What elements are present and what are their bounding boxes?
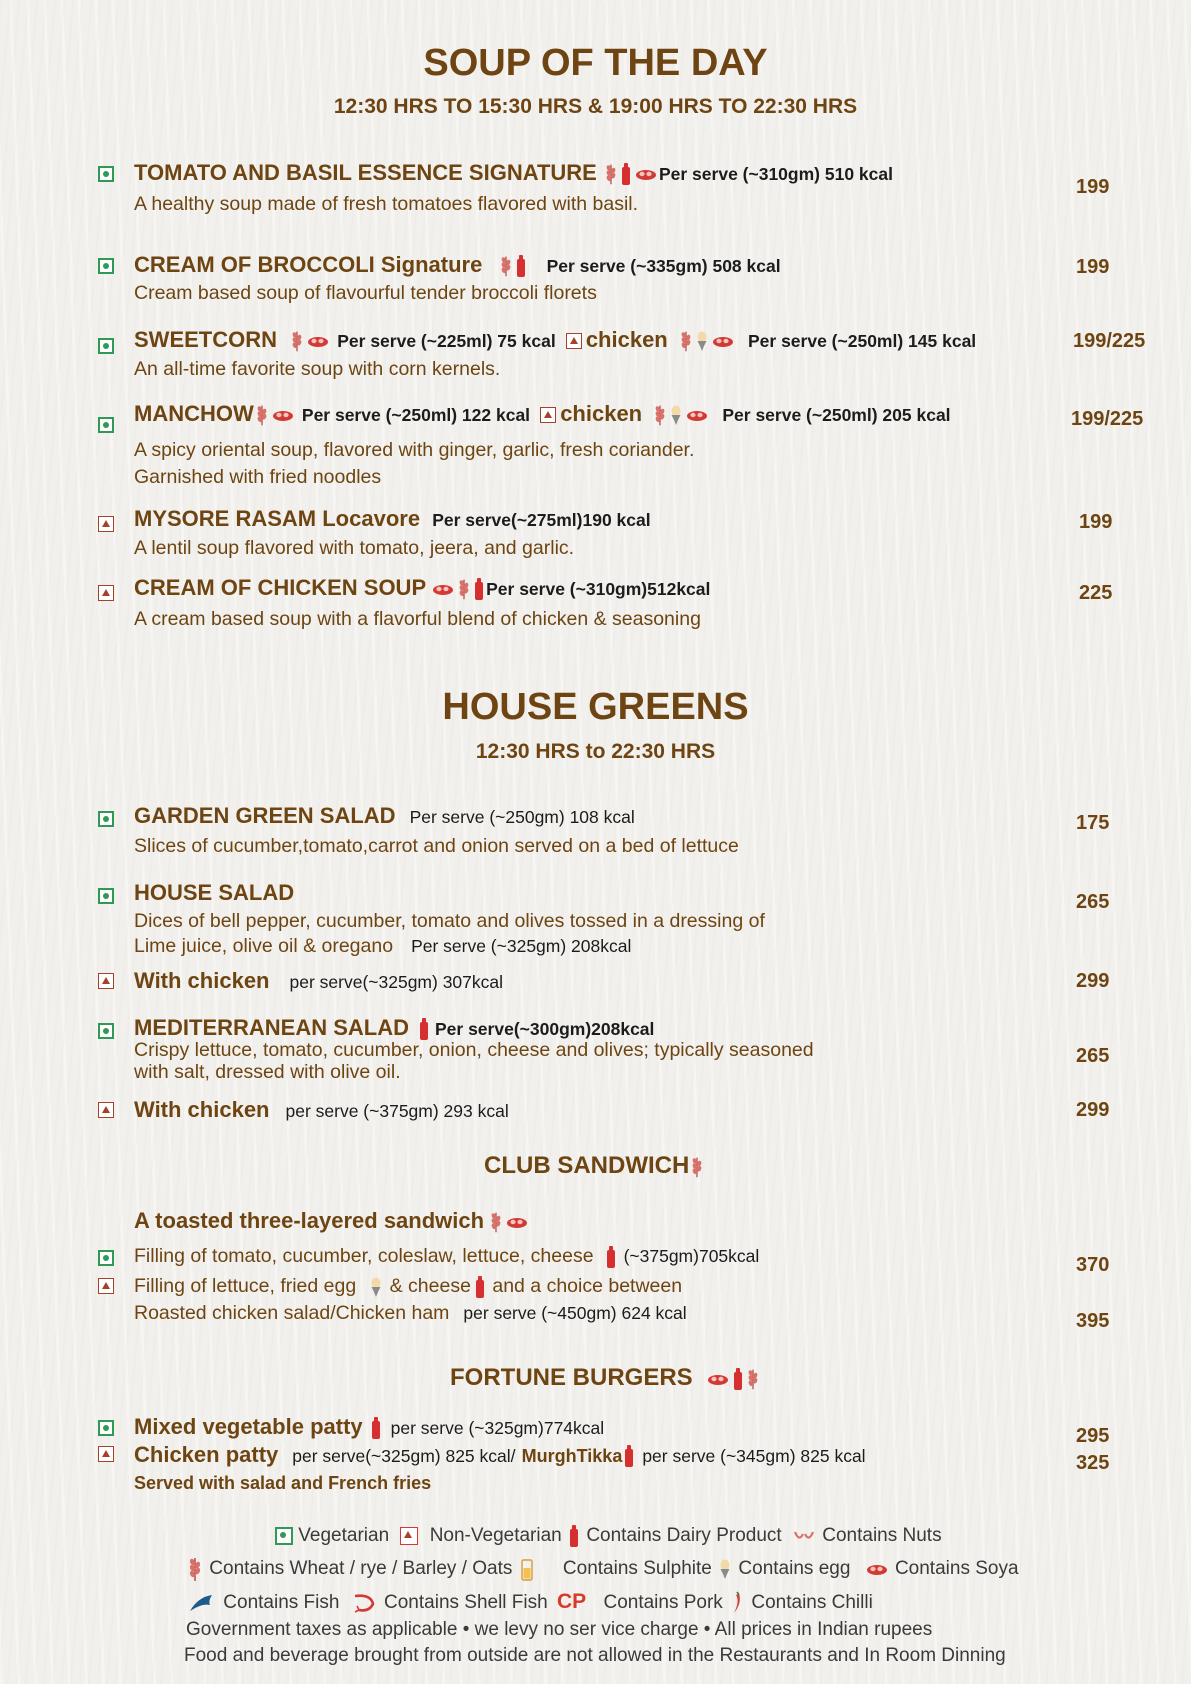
item-name: Mixed vegetable patty [134, 1414, 363, 1439]
legend-wheat: Contains Wheat / rye / Barley / Oats [209, 1558, 513, 1580]
nonveg-icon [98, 516, 114, 532]
serve-info: Per serve (~250gm) 108 kcal [409, 807, 635, 827]
item-price: 199/225 [1073, 330, 1146, 352]
item-name: MANCHOW [134, 401, 254, 426]
dairy-icon [419, 1017, 429, 1041]
soup-title: SOUP OF THE DAY [423, 42, 768, 84]
wheat-icon [680, 329, 692, 353]
item-price: 395 [1076, 1310, 1110, 1332]
club-subtitle [134, 1208, 530, 1234]
legend-shellfish: Contains Shell Fish [384, 1592, 548, 1613]
item-description: Roasted chicken salad/Chicken ham [134, 1302, 450, 1324]
item-name: CREAM OF BROCCOLI Signature [134, 252, 483, 277]
soya-icon [272, 408, 294, 422]
item-description: An all-time favorite soup with corn kernels. [134, 358, 501, 380]
wheat-icon [188, 1556, 202, 1582]
wheat-icon [458, 577, 470, 601]
veg-icon [98, 338, 114, 354]
soya-icon [686, 408, 708, 422]
veg-icon [98, 888, 114, 904]
menu-item [134, 1274, 682, 1299]
menu-item [134, 401, 951, 427]
serve-info: Per serve (~250ml) 122 kcal [301, 405, 531, 425]
footer-outside-food: Food and beverage brought from outside are not allowed in the Restaurants and In Room Dinning [184, 1645, 1006, 1666]
item-name: TOMATO AND BASIL ESSENCE SIGNATURE [134, 160, 597, 185]
item-name-variant: MurghTikka [521, 1446, 623, 1466]
legend-nonveg: Non-Vegetarian [429, 1525, 562, 1547]
wheat-icon [256, 403, 268, 427]
item-description-text: Lime juice, olive oil & oregano [134, 935, 394, 957]
chicken-label: chicken [560, 401, 643, 426]
item-name: MEDITERRANEAN SALAD [134, 1015, 409, 1040]
fish-icon [188, 1593, 216, 1613]
menu-item [134, 1097, 509, 1123]
club-subtitle-text: A toasted three-layered sandwich [134, 1208, 485, 1233]
item-description: Filling of tomato, cucumber, coleslaw, lettuce, cheese [134, 1245, 594, 1267]
serve-info: per serve(~325gm) 825 kcal/ [292, 1446, 516, 1466]
serve-info: Per serve (~250ml) 205 kcal [722, 405, 951, 425]
item-name: SWEETCORN [134, 327, 277, 352]
item-description-line2 [134, 934, 631, 959]
greens-title: HOUSE GREENS [442, 686, 749, 728]
dairy-icon [516, 254, 526, 278]
soya-icon [635, 167, 657, 181]
veg-icon [98, 1023, 114, 1039]
wheat-icon [605, 162, 617, 186]
menu-item [134, 803, 635, 829]
item-description-line2: Garnished with fried noodles [134, 466, 382, 488]
wheat-icon [500, 254, 512, 278]
serve-info: Per serve(~275ml)190 kcal [432, 510, 651, 530]
legend-row-1 [275, 1524, 942, 1548]
veg-icon [98, 258, 114, 274]
legend-row-2 [186, 1556, 1019, 1582]
menu-item [134, 1015, 654, 1041]
item-name: CREAM OF CHICKEN SOUP [134, 575, 427, 600]
veg-icon [275, 1527, 293, 1545]
veg-icon [98, 811, 114, 827]
item-description-line2: with salt, dressed with olive oil. [134, 1061, 401, 1083]
serve-info: Per serve (~225ml) 75 kcal [337, 331, 556, 351]
legend-row-3 [186, 1590, 873, 1615]
item-description: A spicy oriental soup, flavored with ginger, garlic, fresh coriander. [134, 439, 695, 461]
item-description: Crispy lettuce, tomato, cucumber, onion, cheese and olives; typically seasoned [134, 1039, 814, 1061]
dairy-icon [474, 577, 484, 601]
legend-chilli: Contains Chilli [751, 1592, 873, 1613]
soya-icon [506, 1215, 528, 1229]
egg-icon [719, 1558, 731, 1580]
item-description: Slices of cucumber,tomato,carrot and onion served on a bed of lettuce [134, 835, 739, 857]
dairy-icon [624, 1444, 634, 1468]
item-name: HOUSE SALAD [134, 880, 295, 905]
wheat-icon [291, 329, 303, 353]
item-description: Cream based soup of flavourful tender broccoli florets [134, 282, 597, 304]
veg-icon [98, 417, 114, 433]
item-price: 265 [1076, 1045, 1110, 1067]
item-name: Chicken patty [134, 1442, 279, 1467]
serve-info: per serve (~345gm) 825 kcal [642, 1446, 866, 1466]
nonveg-icon [540, 407, 556, 423]
legend-sulphite: Contains Sulphite [562, 1558, 712, 1580]
item-description: & cheese [389, 1275, 471, 1297]
item-price: 299 [1076, 970, 1110, 992]
menu-item [134, 506, 651, 532]
wheat-icon [490, 1210, 502, 1234]
item-price: 199 [1076, 256, 1110, 278]
veg-icon [98, 166, 114, 182]
nonveg-icon [98, 1102, 114, 1118]
legend-dairy: Contains Dairy Product [586, 1525, 782, 1547]
dairy-icon [621, 162, 631, 186]
item-name: With chicken [134, 1097, 270, 1122]
club-title-text: CLUB SANDWICH [484, 1152, 690, 1179]
serve-info: Per serve (~250ml) 145 kcal [748, 331, 977, 351]
egg-icon [670, 404, 682, 426]
dairy-icon [606, 1245, 616, 1269]
item-price: 299 [1076, 1099, 1110, 1121]
item-description: A lentil soup flavored with tomato, jeera, and garlic. [134, 537, 575, 559]
chicken-label: chicken [585, 327, 668, 352]
item-description: and a choice between [492, 1275, 683, 1297]
serve-info: Per serve (~310gm) 510 kcal [658, 164, 893, 184]
menu-item [134, 1244, 759, 1269]
item-price: 199/225 [1071, 408, 1144, 430]
item-price: 265 [1076, 891, 1110, 913]
legend-fish: Contains Fish [223, 1592, 340, 1613]
serve-info: per serve(~325gm) 307kcal [289, 972, 504, 992]
dairy-icon [475, 1275, 485, 1299]
dairy-icon [569, 1524, 579, 1548]
nonveg-icon [400, 1527, 418, 1545]
serve-info: (~375gm)705kcal [623, 1246, 760, 1266]
pork-icon: CP [557, 1590, 587, 1613]
legend-pork: Contains Pork [603, 1592, 723, 1613]
serve-info: Per serve (~310gm)512kcal [486, 579, 711, 599]
menu-item [134, 160, 893, 186]
item-price: 199 [1076, 176, 1110, 198]
burgers-note: Served with salad and French fries [134, 1473, 432, 1493]
serve-info: per serve (~375gm) 293 kcal [285, 1101, 509, 1121]
item-description: Filling of lettuce, fried egg [134, 1275, 357, 1297]
club-title [484, 1152, 705, 1180]
nonveg-icon [566, 333, 582, 349]
item-description: A healthy soup made of fresh tomatoes flavored with basil. [134, 193, 639, 215]
wheat-icon [654, 403, 666, 427]
item-name: MYSORE RASAM Locavore [134, 506, 421, 531]
legend-vegetarian: Vegetarian [298, 1525, 390, 1547]
shellfish-icon [351, 1592, 377, 1614]
wheat-icon [747, 1366, 759, 1392]
item-name: GARDEN GREEN SALAD [134, 803, 396, 828]
soya-icon [866, 1562, 888, 1576]
soya-icon [707, 1372, 729, 1386]
legend-soya: Contains Soya [894, 1558, 1019, 1580]
serve-info: Per serve(~300gm)208kcal [435, 1019, 655, 1039]
soup-hours: 12:30 HRS TO 15:30 HRS & 19:00 HRS TO 22:30 HRS [333, 95, 858, 118]
soya-icon [712, 334, 734, 348]
nonveg-icon [98, 1446, 114, 1462]
burgers-title-text: FORTUNE BURGERS [450, 1364, 693, 1391]
item-description: Dices of bell pepper, cucumber, tomato and olives tossed in a dressing of [134, 910, 765, 932]
soya-icon [432, 582, 454, 596]
menu-item [134, 1442, 866, 1468]
veg-icon [98, 1250, 114, 1266]
sulphite-icon [520, 1557, 534, 1581]
nonveg-icon [98, 1278, 114, 1294]
wheat-icon [691, 1154, 703, 1180]
burgers-title [450, 1364, 761, 1392]
menu-item [134, 968, 503, 994]
dairy-icon [371, 1416, 381, 1440]
menu-item [134, 1301, 687, 1326]
item-price: 225 [1079, 582, 1113, 604]
item-description: A cream based soup with a flavorful blend of chicken & seasoning [134, 608, 701, 630]
egg-icon [696, 330, 708, 352]
nuts-icon [793, 1528, 815, 1544]
item-price: 199 [1079, 511, 1113, 533]
chilli-icon [730, 1591, 744, 1615]
item-price: 295 [1076, 1425, 1110, 1447]
footer-taxes: Government taxes as applicable • we levy no ser vice charge • All prices in Indian rupees [186, 1619, 933, 1640]
serve-info: per serve (~325gm)774kcal [390, 1418, 605, 1438]
legend-nuts: Contains Nuts [822, 1525, 942, 1547]
greens-hours: 12:30 HRS to 22:30 HRS [475, 740, 716, 763]
menu-item [134, 575, 710, 601]
dairy-icon [733, 1367, 743, 1391]
nonveg-icon [98, 585, 114, 601]
item-name: With chicken [134, 968, 270, 993]
item-price: 325 [1076, 1452, 1110, 1474]
item-price: 370 [1076, 1254, 1110, 1276]
serve-info: per serve (~450gm) 624 kcal [463, 1303, 687, 1323]
egg-icon [370, 1276, 382, 1298]
legend-egg: Contains egg [738, 1558, 851, 1580]
nonveg-icon [98, 973, 114, 989]
item-price: 175 [1076, 812, 1110, 834]
menu-item [134, 327, 976, 353]
serve-info: Per serve (~335gm) 508 kcal [546, 256, 781, 276]
soya-icon [307, 334, 329, 348]
serve-info: Per serve (~325gm) 208kcal [411, 936, 632, 956]
menu-item [134, 1414, 604, 1440]
menu-item [134, 252, 781, 278]
veg-icon [98, 1420, 114, 1436]
